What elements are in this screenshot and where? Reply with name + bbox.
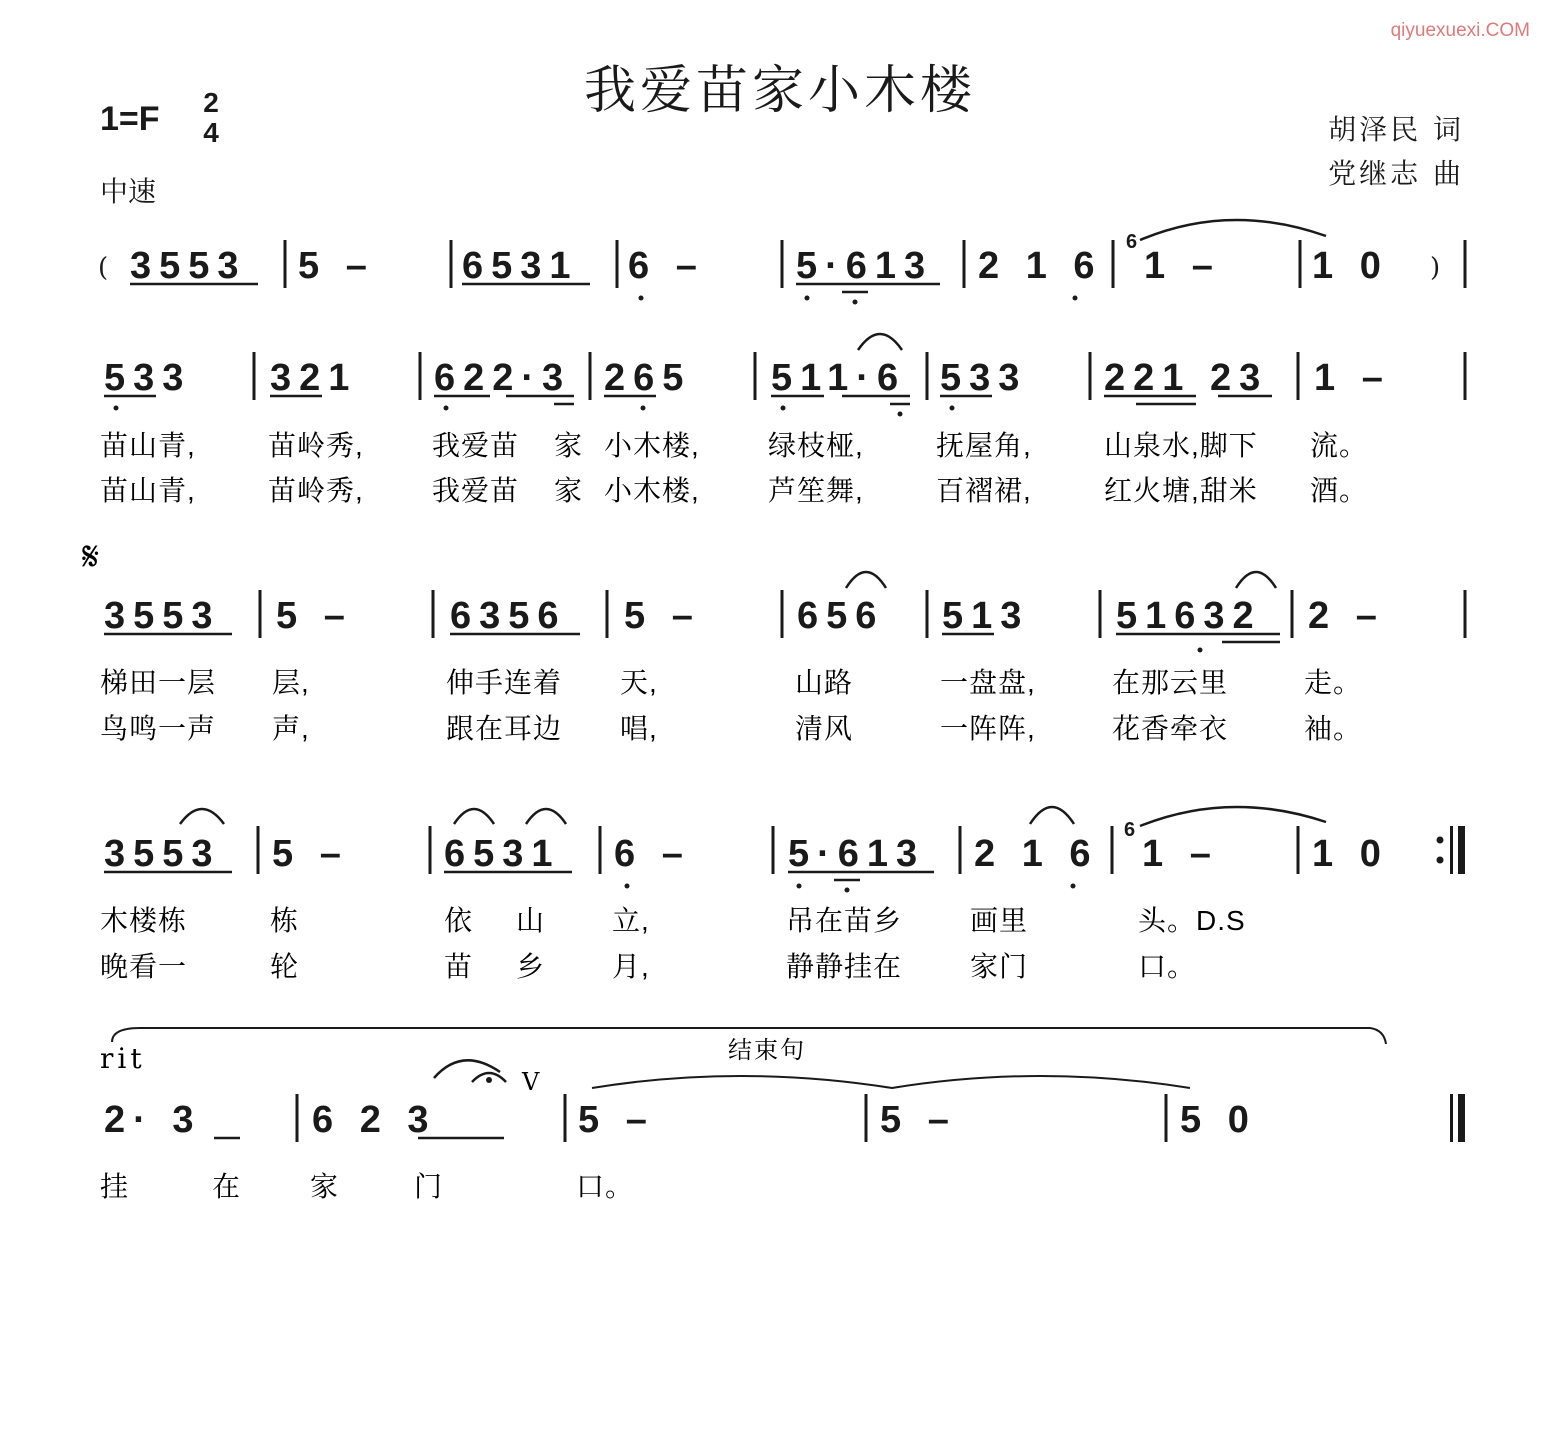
lyric: 在 <box>212 1171 242 1202</box>
measure-1-5: 5·613 <box>796 245 934 287</box>
lyrics-3-v2 <box>100 713 1362 744</box>
lyric: 芦笙舞, <box>768 475 864 506</box>
lyric: 鸟鸣一声 <box>100 713 217 744</box>
measure-2-1: 533 <box>104 357 192 399</box>
system-1-dots <box>639 296 1078 305</box>
measure-4-6: 2 1 6 <box>974 833 1099 875</box>
tempo-marking: 中速 <box>100 175 157 208</box>
measure-3-8: 2 – <box>1308 595 1385 637</box>
close-paren: ) <box>1430 253 1441 283</box>
lyric: 挂 <box>100 1171 130 1202</box>
measure-4-5: 5·613 <box>788 833 926 875</box>
measure-5-5: 5 0 <box>1180 1099 1257 1141</box>
lyric: 家门 <box>970 951 1029 982</box>
measure-1-1: 3553 <box>130 245 247 287</box>
meter-top: 2 <box>203 87 219 118</box>
lyric: 山泉水,脚下 <box>1104 430 1258 461</box>
lyric: 依 <box>444 905 474 936</box>
lyrics-4-v1 <box>100 905 1246 936</box>
lyric: 家 <box>554 430 584 461</box>
measure-4-3: 6531 <box>444 833 561 875</box>
lyric: 栋 <box>270 905 300 936</box>
measure-4-7: 1 – <box>1142 833 1219 875</box>
lyric: 木楼栋 <box>100 905 188 936</box>
segno-sign: 𝄋 <box>82 534 100 580</box>
measure-5-3: 5 – <box>578 1099 655 1141</box>
lyric: 苗山青, <box>100 475 196 506</box>
measure-2-8: 1 – <box>1314 357 1391 399</box>
breath-mark: V <box>522 1068 540 1096</box>
grace-note-4: 6 <box>1124 819 1136 841</box>
grace-note-1: 6 <box>1126 231 1138 253</box>
lyric: 红火塘,甜米 <box>1104 475 1258 506</box>
open-paren: ( <box>98 253 109 283</box>
measure-1-4: 6 – <box>628 245 705 287</box>
measure-5-4: 5 – <box>880 1099 957 1141</box>
lyric: 家 <box>554 475 584 506</box>
lyric: 袖。 <box>1304 713 1363 744</box>
lyric: 立, <box>612 905 650 936</box>
lyric: 头。D.S <box>1138 905 1246 936</box>
lyric: 百褶裙, <box>936 475 1032 506</box>
measure-3-5: 656 <box>797 595 885 637</box>
lyric: 小木楼, <box>604 430 700 461</box>
lyric: 我爱苗 <box>432 475 520 506</box>
lyricist-credit: 胡泽民 词 <box>1328 113 1464 146</box>
measure-3-2: 5 – <box>276 595 353 637</box>
lyric: 抚屋角, <box>936 430 1032 461</box>
lyric: 口。 <box>576 1171 635 1202</box>
measure-1-8: 1 0 <box>1312 245 1389 287</box>
repeat-end-barline <box>1437 826 1466 874</box>
measure-1-3: 6531 <box>462 245 579 287</box>
phrase-brace <box>592 1076 1190 1088</box>
measure-4-2: 5 – <box>272 833 349 875</box>
measure-3-1: 3553 <box>104 595 221 637</box>
lyrics-2-v2 <box>100 475 1368 506</box>
lyric: 山路 <box>795 667 854 698</box>
lyrics-2-v1 <box>100 430 1368 461</box>
lyric: 苗岭秀, <box>268 430 364 461</box>
lyrics-5 <box>100 1171 634 1202</box>
lyric: 一盘盘, <box>940 667 1036 698</box>
lyric: 层, <box>272 667 310 698</box>
measure-5-1: 2· 3 <box>104 1099 202 1141</box>
lyric: 走。 <box>1304 667 1363 698</box>
lyric: 画里 <box>970 905 1029 936</box>
song-title: 我爱苗家小木楼 <box>583 61 976 121</box>
lyric: 清风 <box>795 713 854 744</box>
lyric: 花香牵衣 <box>1112 713 1229 744</box>
lyric: 我爱苗 <box>432 430 520 461</box>
lyric: 山 <box>516 905 546 936</box>
measure-3-7: 51632 <box>1116 595 1262 637</box>
measure-1-2: 5 – <box>298 245 375 287</box>
system-4-slurs <box>180 807 1326 826</box>
lyric: 一阵阵, <box>940 713 1036 744</box>
lyric: 跟在耳边 <box>446 713 563 744</box>
lyric: 乡 <box>516 951 546 982</box>
measure-2-3: 622·3 <box>434 357 572 399</box>
measure-2-2: 321 <box>270 357 358 399</box>
lyric: 轮 <box>270 951 300 982</box>
lyric: 月, <box>612 951 650 982</box>
phrase-label: 结束句 <box>728 1036 806 1064</box>
lyric: 声, <box>272 713 310 744</box>
measure-2-7: 221 23 <box>1104 357 1269 399</box>
measure-2-4: 265 <box>604 357 692 399</box>
system-2-dots <box>114 406 955 417</box>
composer-credit: 党继志 曲 <box>1328 157 1464 190</box>
measure-5-2: 6 2 3 <box>312 1099 437 1141</box>
lyric: 酒。 <box>1310 475 1369 506</box>
key-signature: 1=F <box>100 100 160 138</box>
lyric: 在那云里 <box>1112 667 1229 698</box>
lyric: 苗 <box>444 951 474 982</box>
system-3-dots <box>1198 648 1203 653</box>
lyrics-3-v1 <box>100 667 1362 698</box>
lyric: 唱, <box>620 713 658 744</box>
lyric: 苗岭秀, <box>268 475 364 506</box>
measure-3-4: 5 – <box>624 595 701 637</box>
measure-3-3: 6356 <box>450 595 567 637</box>
lyric: 门 <box>414 1171 444 1202</box>
system-1-beams <box>130 284 940 292</box>
watermark: qiyuexuexi.COM <box>1390 20 1530 41</box>
system-3-slurs <box>846 572 1276 588</box>
lyric: 小木楼, <box>604 475 700 506</box>
measure-2-5: 511·6 <box>771 357 907 399</box>
lyric: 晚看一 <box>100 951 188 982</box>
lyrics-4-v2 <box>100 951 1196 982</box>
lyric: 吊在苗乡 <box>786 905 903 936</box>
measure-4-1: 3553 <box>104 833 221 875</box>
measure-1-7: 1 – <box>1144 245 1221 287</box>
measure-4-8: 1 0 <box>1312 833 1389 875</box>
fermata-dot <box>486 1077 492 1083</box>
slur-1 <box>1140 220 1326 240</box>
lyric: 绿枝桠, <box>768 430 864 461</box>
fermata-slur <box>434 1060 506 1082</box>
measure-4-4: 6 – <box>614 833 691 875</box>
lyric: 梯田一层 <box>100 667 217 698</box>
measure-3-6: 513 <box>942 595 1030 637</box>
lyric: 口。 <box>1138 951 1197 982</box>
lyric: 天, <box>620 667 658 698</box>
lyric: 伸手连着 <box>446 667 563 698</box>
measure-1-6: 2 1 6 <box>978 245 1103 287</box>
final-barline <box>1450 1094 1465 1142</box>
lyric: 流。 <box>1310 430 1369 461</box>
lyric: 家 <box>310 1171 340 1202</box>
rit-marking: rit <box>100 1042 146 1075</box>
meter-bottom: 4 <box>203 117 219 148</box>
system-4-beams <box>104 872 934 880</box>
measure-2-6: 533 <box>940 357 1028 399</box>
lyric: 苗山青, <box>100 430 196 461</box>
lyric: 静静挂在 <box>786 951 903 982</box>
slur-2 <box>858 334 902 350</box>
system-4-dots <box>625 884 1076 893</box>
